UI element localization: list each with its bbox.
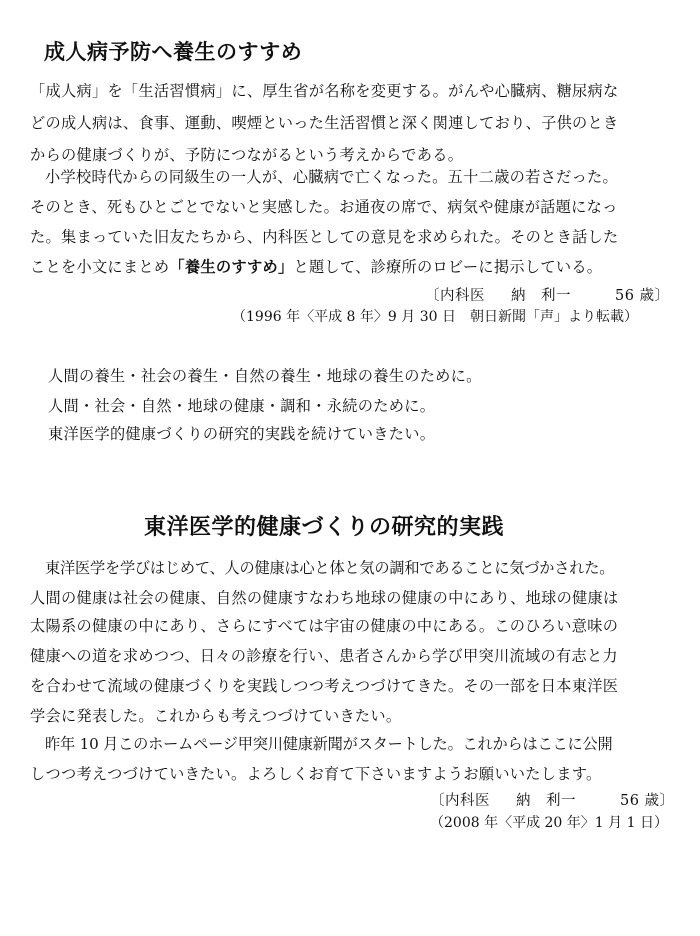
article-1-bold-title: 「養生のすすめ」 (169, 258, 294, 276)
article-1-signature-age: 56 歳〕 (615, 288, 670, 304)
article-2-title: 東洋医学的健康づくりの研究的実践 (144, 515, 505, 540)
article-1-line-2: どの成人病は、食事、運動、喫煙といった生活習慣と深く関連しており、子供のとき (30, 114, 619, 132)
article-1-line-5: そのとき、死もひとごとでないと実感した。お通夜の席で、病気や健康が話題になっ (30, 198, 618, 216)
article-2-signature (430, 789, 675, 810)
article-1-line-6: た。集まっていた旧友たちから、内科医としての意見を求められた。そのとき話した (30, 228, 619, 246)
article-2-source: （2008 年〈平成 20 年〉1 月 1 日） (430, 815, 668, 831)
motto-line-2: 人間・社会・自然・地球の健康・調和・永続のために。 (48, 397, 436, 415)
article-2-line-4: 健康への道を求めつつ、日々の診療を行い、患者さんから学び甲突川流域の有志と力 (30, 647, 618, 665)
article-2-signature-role: 〔内科医 (430, 793, 490, 809)
article-1-line-1: 「成人病」を「生活習慣病」に、厚生省が名称を変更する。がんや心臓病、糖尿病な (30, 82, 619, 100)
article-1-signature-name: 納 利一 (511, 288, 571, 304)
motto-line-1: 人間の養生・社会の養生・自然の養生・地球の養生のために。 (48, 367, 482, 385)
article-2-line-5: を合わせて流域の健康づくりを実践しつつ考えつづけてきた。その一部を日本東洋医 (30, 677, 619, 695)
article-2-signature-age: 56 歳〕 (620, 793, 675, 809)
article-2-line-3: 太陽系の健康の中にあり、さらにすべては宇宙の健康の中にある。このひろい意味の (30, 617, 619, 635)
article-1-line-7 (30, 256, 670, 277)
article-1-signature-role: 〔内科医 (425, 288, 485, 304)
article-1-line-4: 小学校時代からの同級生の一人が、心臓病で亡くなった。五十二歳の若さだった。 (45, 168, 619, 186)
article-2-line-8: しつつ考えつづけていきたい。よろしくお育て下さいますようお願いいたします。 (30, 765, 602, 783)
article-1-line-7-before: ことを小文にまとめ (30, 258, 170, 276)
article-1-line-7-after: と題して、診療所のロビーに掲示している。 (293, 258, 603, 276)
article-1-signature (425, 284, 670, 305)
article-1-source: （1996 年〈平成 8 年〉9 月 30 日 朝日新聞「声」より転載） (232, 309, 638, 325)
article-2-line-2: 人間の健康は社会の健康、自然の健康すなわち地球の健康の中にあり、地球の健康は (30, 589, 619, 607)
article-2-line-1: 東洋医学を学びはじめて、人の健康は心と体と気の調和であることに気づかされた。 (45, 559, 615, 577)
article-2-signature-name: 納 利一 (516, 793, 576, 809)
motto-line-3: 東洋医学的健康づくりの研究的実践を続けていきたい。 (48, 425, 436, 443)
article-2-line-6: 学会に発表した。これからも考えつづけていきたい。 (30, 707, 402, 725)
article-1-line-3: からの健康づくりが、予防につながるという考えからである。 (30, 146, 464, 164)
article-2-line-7: 昨年 10 月このホームページ甲突川健康新聞がスタートした。これからはここに公開 (45, 735, 613, 753)
article-1-title: 成人病予防へ養生のすすめ (44, 40, 303, 64)
